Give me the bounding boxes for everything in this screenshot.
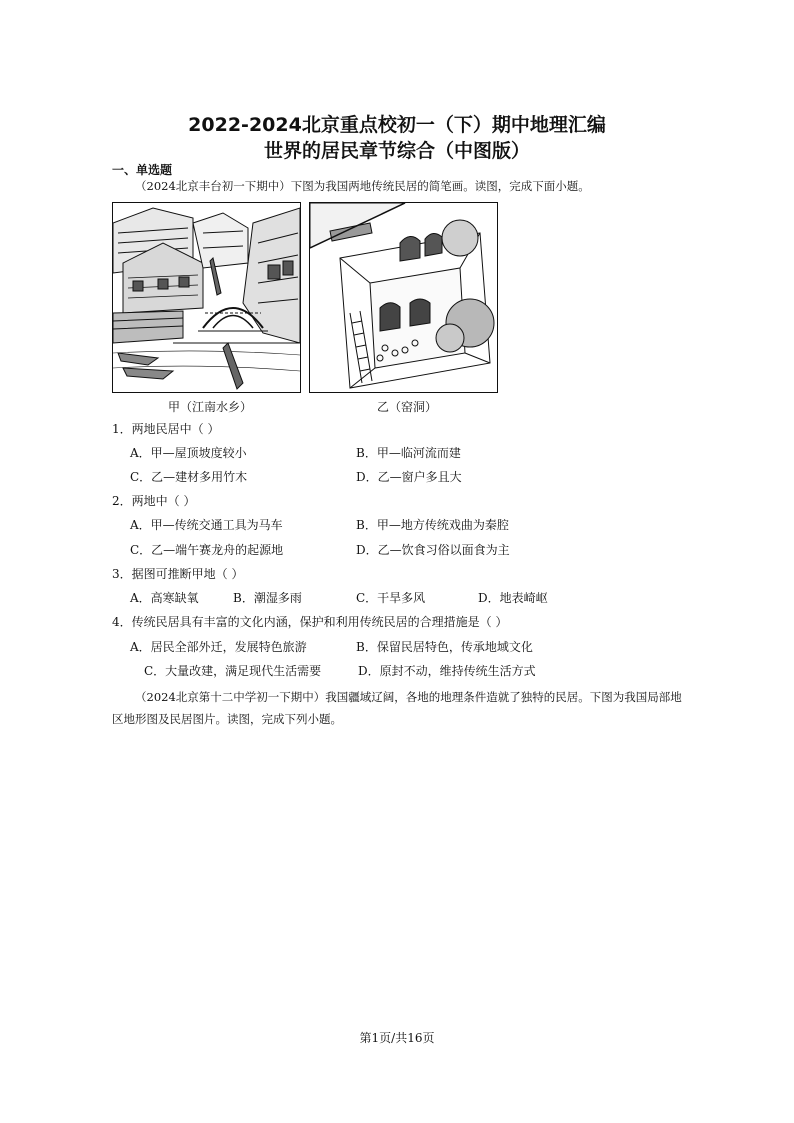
figure-b-caption: 乙（窑洞） (377, 400, 438, 414)
document-title-line1: 2022-2024北京重点校初一（下）期中地理汇编 (188, 114, 606, 136)
question-2-option-a[interactable]: A．甲—传统交通工具为马车 (130, 518, 283, 532)
question-1-option-d[interactable]: D．乙—窗户多且大 (356, 470, 462, 484)
question-3-option-a[interactable]: A．高寒缺氧 (130, 591, 199, 605)
question-2-option-d[interactable]: D．乙—饮食习俗以面食为主 (356, 543, 510, 557)
question-3-option-c[interactable]: C．干旱多风 (356, 591, 426, 605)
question-4-stem: 4．传统民居具有丰富的文化内涵，保护和利用传统民居的合理措施是（ ） (112, 615, 508, 629)
question-group-intro-2: （2024北京第十二中学初一下期中）我国疆域辽阔，各地的地理条件造就了独特的民居。下图为我国局部地区地形图及民居图片。读图，完成下列小题。 (112, 690, 682, 726)
question-group-intro: （2024北京丰台初一下期中）下图为我国两地传统民居的简笔画。读图，完成下面小题。 (135, 179, 590, 193)
question-3-option-b[interactable]: B．潮湿多雨 (233, 591, 302, 605)
question-3-stem: 3．据图可推断甲地（ ） (112, 567, 244, 581)
page-number: 第1页/共16页 (359, 1031, 435, 1045)
question-1-stem: 1．两地民居中（ ） (112, 422, 220, 436)
question-4-option-b[interactable]: B．保留民居特色，传承地域文化 (356, 640, 533, 654)
question-2-stem: 2．两地中（ ） (112, 494, 196, 508)
question-4-option-d[interactable]: D．原封不动，维持传统生活方式 (358, 664, 536, 678)
document-title-line2: 世界的居民章节综合（中图版） (263, 140, 530, 162)
question-1-option-b[interactable]: B．甲—临河流而建 (356, 446, 461, 460)
figure-a-caption: 甲（江南水乡） (168, 400, 253, 414)
question-1-option-a[interactable]: A．甲—屋顶坡度较小 (130, 446, 247, 460)
water-town-sketch (112, 202, 301, 393)
question-4-option-c[interactable]: C．大量改建，满足现代生活需要 (144, 664, 322, 678)
question-3-option-d[interactable]: D．地表崎岖 (478, 591, 548, 605)
question-2-option-c[interactable]: C．乙—端午赛龙舟的起源地 (130, 543, 284, 557)
question-1-option-c[interactable]: C．乙—建材多用竹木 (130, 470, 248, 484)
section-heading: 一、单选题 (112, 163, 173, 177)
question-2-option-b[interactable]: B．甲—地方传统戏曲为秦腔 (356, 518, 509, 532)
question-4-option-a[interactable]: A．居民全部外迁，发展特色旅游 (130, 640, 307, 654)
cave-dwelling-sketch (309, 202, 498, 393)
